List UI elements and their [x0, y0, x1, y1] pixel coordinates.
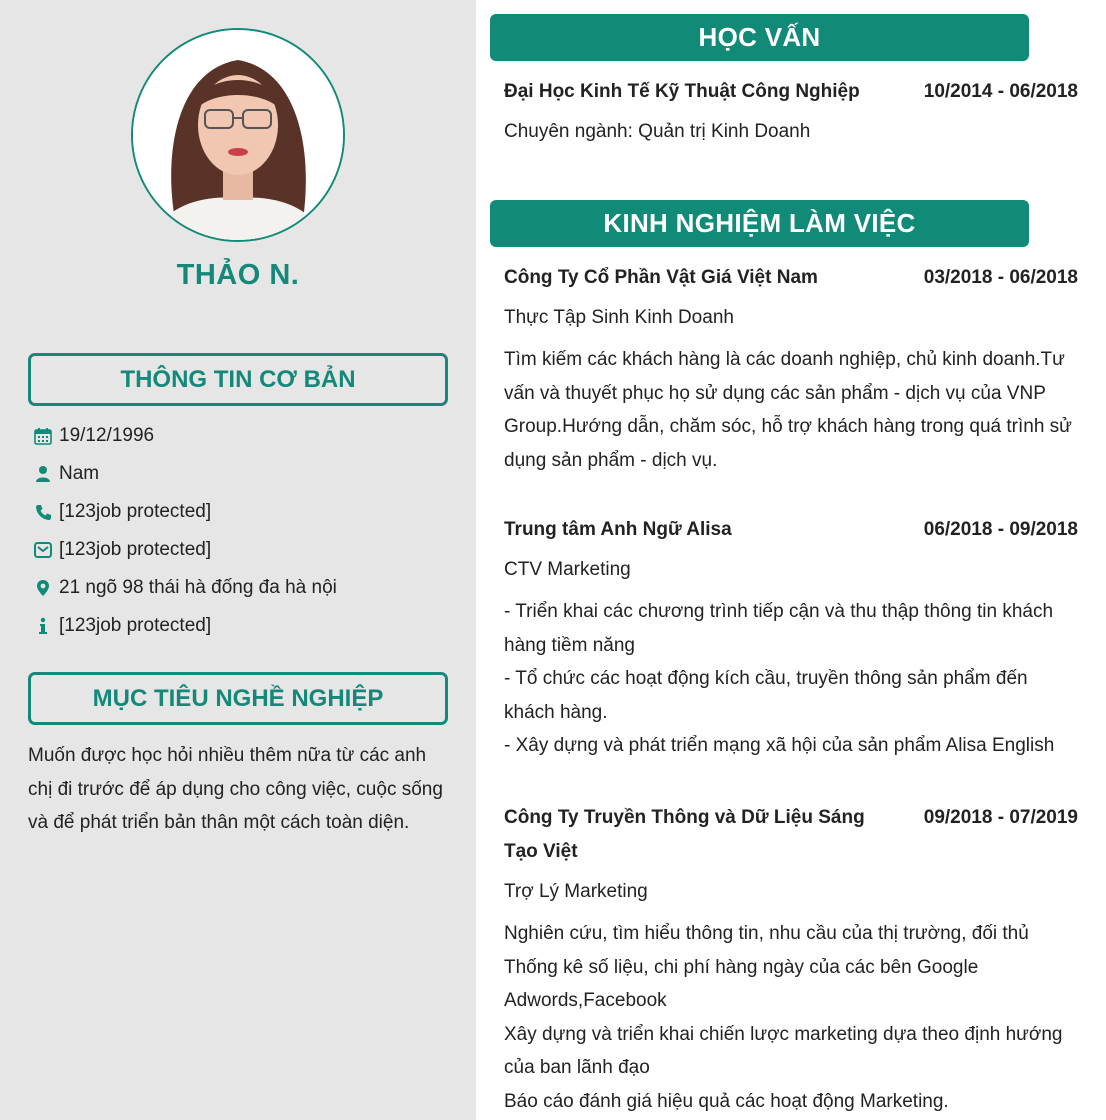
education-major: Chuyên ngành: Quản trị Kinh Doanh — [504, 121, 811, 142]
experience-heading: KINH NGHIỆM LÀM VIỆC — [490, 200, 1029, 247]
candidate-name: THẢO N. — [176, 259, 300, 291]
calendar-icon — [33, 426, 53, 446]
job-description — [504, 343, 1078, 477]
experience-date: 06/2018 - 09/2018 — [923, 519, 1078, 540]
info-icon — [33, 616, 53, 636]
experience-entry — [504, 801, 1078, 1119]
career-goal-text: Muốn được học hỏi nhiều thêm nữa từ các anh chị đi trước để áp dụng cho công việc, cuộc sống và để phát triển bản thân một cách toàn diện. — [28, 745, 443, 834]
info-text: [123job protected] — [59, 539, 212, 560]
education-entry — [504, 75, 1078, 149]
info-birthdate — [33, 417, 453, 455]
info-address — [33, 569, 453, 607]
job-description — [504, 595, 1078, 763]
company-name: Công Ty Truyền Thông và Dữ Liệu Sáng Tạo Việt — [504, 807, 865, 862]
info-gender — [33, 455, 453, 493]
experience-entry — [504, 261, 1078, 477]
job-description-line: Nghiên cứu, tìm hiểu thông tin, nhu cầu của thị trường, đối thủ — [504, 923, 1029, 944]
email-icon — [33, 540, 53, 560]
job-title: Trợ Lý Marketing — [504, 881, 648, 902]
education-heading: HỌC VẤN — [490, 14, 1029, 61]
job-description-line: Xây dựng và triển khai chiến lược marketing dựa theo định hướng của ban lãnh đạo — [504, 1023, 1063, 1079]
info-text: 19/12/1996 — [59, 425, 155, 446]
avatar — [131, 28, 345, 242]
experience-entry — [504, 513, 1078, 763]
job-description-line: Báo cáo đánh giá hiệu quả các hoạt động Marketing. — [504, 1090, 949, 1112]
phone-icon — [33, 502, 53, 522]
school-name: Đại Học Kinh Tế Kỹ Thuật Công Nghiệp — [504, 81, 860, 102]
job-description-line: - Triển khai các chương trình tiếp cận và thu thập thông tin khách hàng tiềm năng — [504, 601, 1054, 656]
info-text: Nam — [59, 463, 100, 484]
job-description-line: Thống kê số liệu, chi phí hàng ngày của các bên Google Adwords,Facebook — [504, 956, 979, 1012]
company-name: Trung tâm Anh Ngữ Alisa — [504, 519, 732, 540]
basic-info-title: THÔNG TIN CƠ BẢN — [28, 353, 448, 406]
info-other — [33, 607, 453, 645]
job-title: CTV Marketing — [504, 559, 631, 580]
job-description-line: - Tổ chức các hoạt động kích cầu, truyền thông sản phẩm đến khách hàng. — [504, 668, 1028, 723]
main-content — [476, 0, 1106, 1120]
info-text: [123job protected] — [59, 615, 212, 636]
education-date: 10/2014 - 06/2018 — [923, 81, 1078, 102]
career-goal-title: MỤC TIÊU NGHỀ NGHIỆP — [28, 672, 448, 725]
user-icon — [33, 464, 53, 484]
job-description-line: - Xây dựng và phát triển mạng xã hội của sản phẩm Alisa English — [504, 735, 1055, 757]
company-name: Công Ty Cổ Phần Vật Giá Việt Nam — [504, 267, 818, 288]
info-text: 21 ngõ 98 thái hà đống đa hà nội — [59, 577, 337, 598]
info-email — [33, 531, 453, 569]
info-phone — [33, 493, 453, 531]
location-icon — [33, 578, 53, 598]
basic-info-list — [33, 417, 453, 645]
job-title: Thực Tập Sinh Kinh Doanh — [504, 307, 734, 328]
experience-date: 09/2018 - 07/2019 — [923, 807, 1078, 828]
experience-date: 03/2018 - 06/2018 — [923, 267, 1078, 288]
job-description — [504, 917, 1078, 1119]
job-description-line: Tìm kiếm các khách hàng là các doanh nghiệp, chủ kinh doanh.Tư vấn và thuyết phục họ sử dụng các sản phẩm - dịch vụ của VNP Group.Hướng dẫn, chăm sóc, hỗ trợ khách hàng trong quá trình sử dụng sản phẩm - dịch vụ. — [504, 349, 1072, 471]
sidebar — [0, 0, 476, 1120]
info-text: [123job protected] — [59, 501, 212, 522]
